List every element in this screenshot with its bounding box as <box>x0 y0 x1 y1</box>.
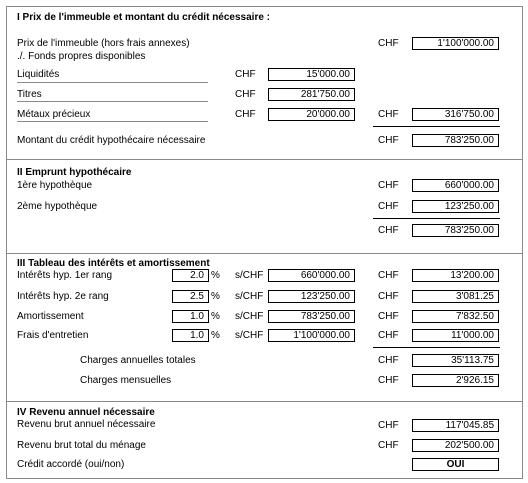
hypotheque-1-currency: CHF <box>378 180 399 191</box>
percent-sign: % <box>211 330 220 341</box>
row-label: Amortissement <box>17 311 84 322</box>
percent-sign: % <box>211 270 220 281</box>
rate-field[interactable]: 2.0 <box>172 269 209 282</box>
amount-field[interactable]: 13'200.00 <box>412 269 499 282</box>
rate-field[interactable]: 2.5 <box>172 290 209 303</box>
prix-label: Prix de l'immeuble (hors frais annexes) <box>17 38 190 49</box>
section-3-title: III Tableau des intérêts et amortissement <box>17 258 210 269</box>
titres-label: Titres <box>17 89 42 100</box>
base-currency: s/CHF <box>235 270 264 281</box>
section-divider <box>7 253 522 254</box>
row-label: Intérêts hyp. 1er rang <box>17 270 113 281</box>
rate-field[interactable]: 1.0 <box>172 310 209 323</box>
section-divider <box>7 401 522 402</box>
liquidites-label: Liquidités <box>17 69 60 80</box>
row-label: Frais d'entretien <box>17 330 89 341</box>
label-underline <box>17 121 208 122</box>
emprunt-total-field[interactable]: 783'250.00 <box>412 224 499 237</box>
prix-field[interactable]: 1'100'000.00 <box>412 37 499 50</box>
base-field[interactable]: 1'100'000.00 <box>268 329 355 342</box>
credit-accorde-label: Crédit accordé (oui/non) <box>17 459 125 470</box>
revenu-menage-label: Revenu brut total du ménage <box>17 440 146 451</box>
prix-currency: CHF <box>378 38 399 49</box>
hypotheque-2-label: 2ème hypothèque <box>17 201 98 212</box>
revenu-annuel-label: Revenu brut annuel nécessaire <box>17 419 156 430</box>
section-4-title: IV Revenu annuel nécessaire <box>17 407 155 418</box>
charges-mensuelles-label: Charges mensuelles <box>80 375 172 386</box>
charges-annuelles-field[interactable]: 35'113.75 <box>412 354 499 367</box>
sum-line <box>373 347 500 348</box>
base-currency: s/CHF <box>235 330 264 341</box>
hypotheque-1-label: 1ère hypothèque <box>17 180 93 191</box>
base-currency: s/CHF <box>235 311 264 322</box>
percent-sign: % <box>211 291 220 302</box>
section-divider <box>7 159 522 160</box>
row-currency: CHF <box>378 330 399 341</box>
row-currency: CHF <box>378 311 399 322</box>
fonds-total-currency: CHF <box>378 109 399 120</box>
hypotheque-2-currency: CHF <box>378 201 399 212</box>
metaux-label: Métaux précieux <box>17 109 91 120</box>
base-field[interactable]: 783'250.00 <box>268 310 355 323</box>
base-field[interactable]: 123'250.00 <box>268 290 355 303</box>
base-currency: s/CHF <box>235 291 264 302</box>
row-currency: CHF <box>378 291 399 302</box>
liquidites-currency: CHF <box>235 69 256 80</box>
row-label: Intérêts hyp. 2e rang <box>17 291 109 302</box>
rate-field[interactable]: 1.0 <box>172 329 209 342</box>
charges-mensuelles-currency: CHF <box>378 375 399 386</box>
metaux-currency: CHF <box>235 109 256 120</box>
charges-mensuelles-field[interactable]: 2'926.15 <box>412 374 499 387</box>
emprunt-total-currency: CHF <box>378 225 399 236</box>
sum-line <box>373 218 500 219</box>
liquidites-field[interactable]: 15'000.00 <box>268 68 355 81</box>
percent-sign: % <box>211 311 220 322</box>
credit-currency: CHF <box>378 135 399 146</box>
revenu-annuel-field[interactable]: 117'045.85 <box>412 419 499 432</box>
credit-accorde-field[interactable]: OUI <box>412 458 499 471</box>
fonds-total-field[interactable]: 316'750.00 <box>412 108 499 121</box>
revenu-annuel-currency: CHF <box>378 420 399 431</box>
charges-annuelles-label: Charges annuelles totales <box>80 355 196 366</box>
amount-field[interactable]: 7'832.50 <box>412 310 499 323</box>
label-underline <box>17 82 208 83</box>
hypotheque-2-field[interactable]: 123'250.00 <box>412 200 499 213</box>
amount-field[interactable]: 11'000.00 <box>412 329 499 342</box>
credit-necessaire-label: Montant du crédit hypothécaire nécessaire <box>17 135 206 146</box>
metaux-field[interactable]: 20'000.00 <box>268 108 355 121</box>
revenu-menage-currency: CHF <box>378 440 399 451</box>
revenu-menage-field[interactable]: 202'500.00 <box>412 439 499 452</box>
base-field[interactable]: 660'000.00 <box>268 269 355 282</box>
section-2-title: II Emprunt hypothécaire <box>17 167 132 178</box>
sum-line <box>373 126 500 127</box>
titres-field[interactable]: 281'750.00 <box>268 88 355 101</box>
amount-field[interactable]: 3'081.25 <box>412 290 499 303</box>
hypotheque-1-field[interactable]: 660'000.00 <box>412 179 499 192</box>
row-currency: CHF <box>378 270 399 281</box>
charges-annuelles-currency: CHF <box>378 355 399 366</box>
label-underline <box>17 101 208 102</box>
titres-currency: CHF <box>235 89 256 100</box>
section-1-title: I Prix de l'immeuble et montant du crédit nécessaire : <box>17 12 271 23</box>
fonds-propres-label: ./. Fonds propres disponibles <box>17 51 146 62</box>
credit-necessaire-field[interactable]: 783'250.00 <box>412 134 499 147</box>
